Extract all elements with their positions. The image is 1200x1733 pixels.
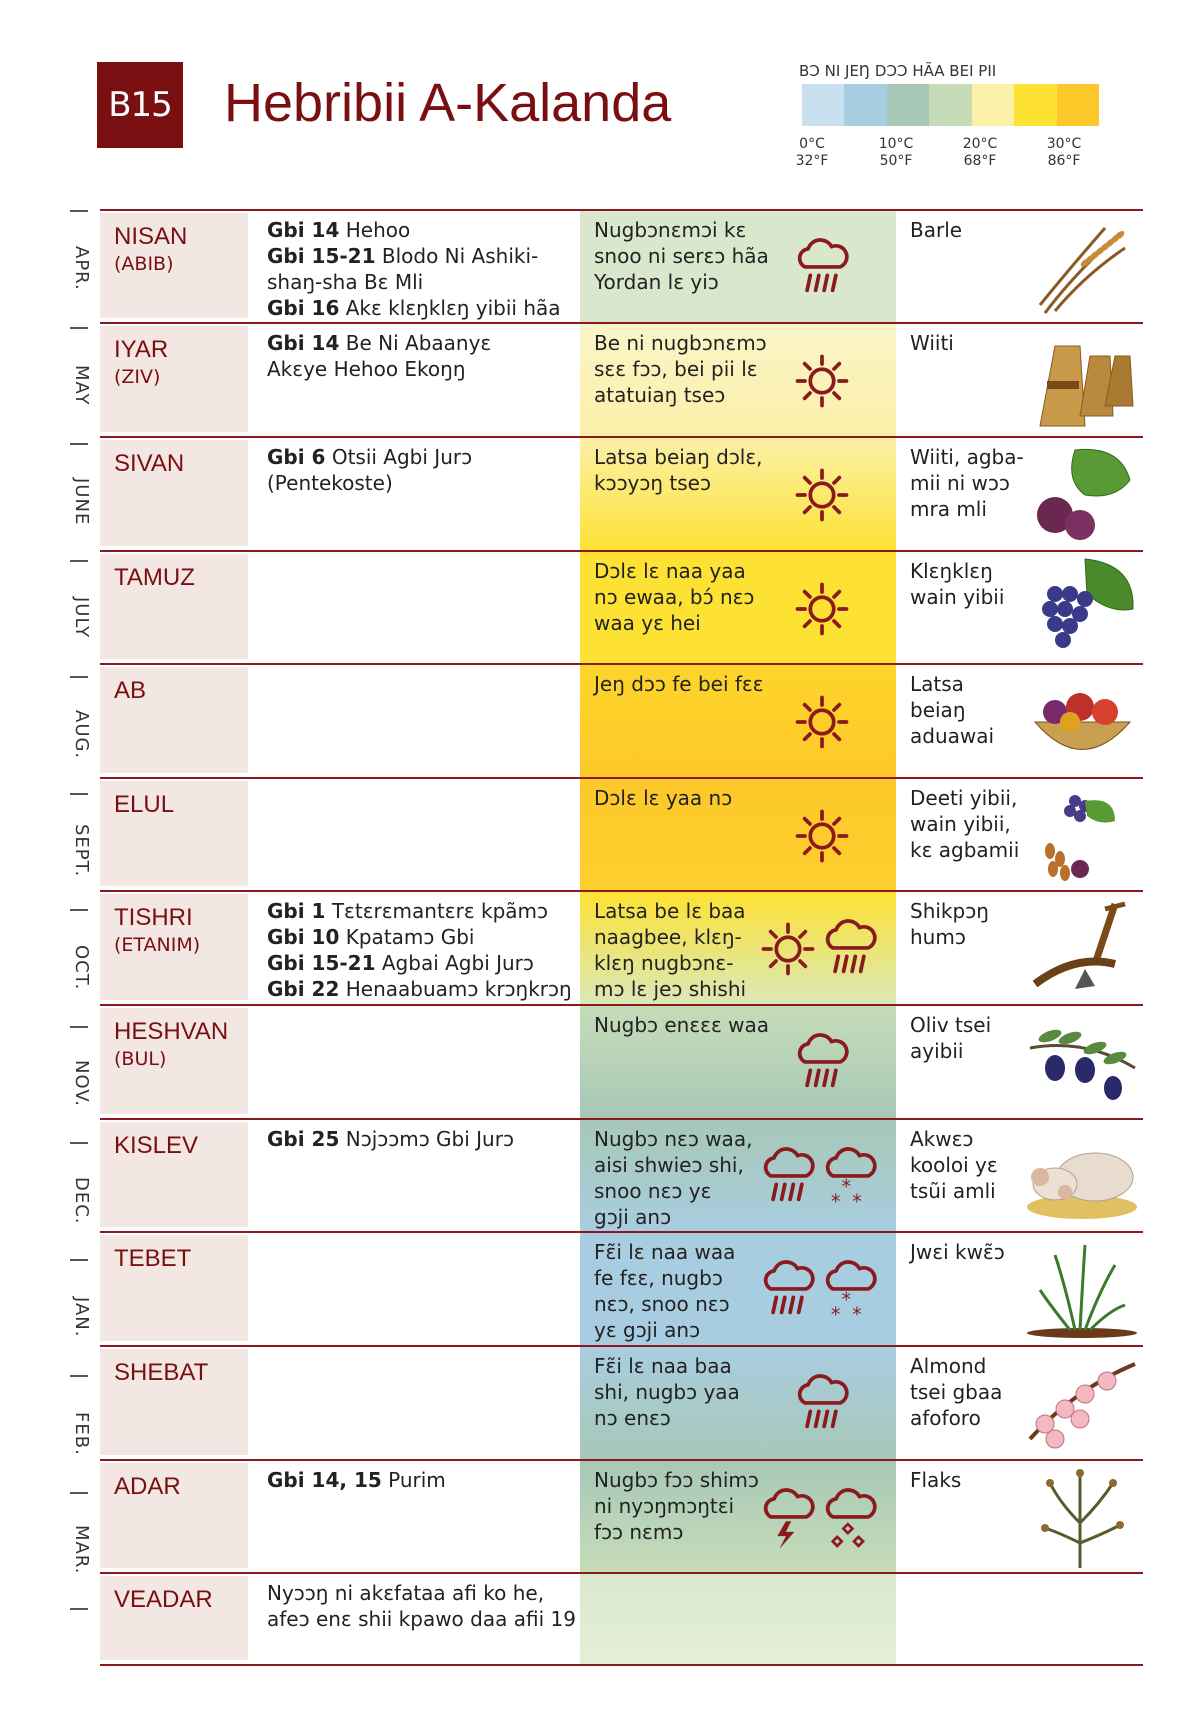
crop-line: ayibii [910, 1039, 964, 1063]
festival-name: Otsii Agbi Jurɔ [331, 445, 473, 469]
hebrew-month-alt-name: (ETANIM) [114, 934, 201, 956]
axis-separator [70, 443, 88, 445]
section-badge: B15 [97, 62, 183, 148]
weather-line: waa yɛ hei [594, 611, 701, 635]
festival-line [267, 976, 587, 1002]
crop-description [910, 330, 1030, 356]
svg-text:*: * [830, 1189, 841, 1210]
weather-line: atatuiaŋ tseɔ [594, 383, 726, 407]
axis-separator [70, 1608, 88, 1610]
wheat-sheaf-icon [1025, 326, 1140, 434]
rain-icon [820, 916, 880, 986]
axis-month-label: JULY [71, 597, 92, 639]
festival-list [267, 1126, 587, 1152]
weather-line: kɔɔyɔŋ tseɔ [594, 471, 711, 495]
flax-icon [1025, 1463, 1140, 1571]
grapes-icon [1025, 554, 1140, 662]
hebrew-month-alt-name: (BUL) [114, 1048, 167, 1070]
axis-month-label: NOV. [71, 1060, 92, 1108]
hebrew-month-name: NISAN [114, 223, 188, 250]
month-cell [100, 1122, 248, 1227]
weather-line: Dɔlɛ lɛ yaa nɔ [594, 786, 733, 810]
festival-day: Gbi 16 [267, 296, 340, 320]
weather-description [594, 785, 794, 811]
weather-line: Be ni nugbɔnɛmɔ [594, 331, 767, 355]
crop-line: Deeti yibii, [910, 786, 1018, 810]
weather-line: ni nyɔŋmɔŋtɛi [594, 1494, 735, 1518]
crop-line: mii ni wɔɔ [910, 471, 1010, 495]
svg-text:*: * [852, 1189, 862, 1210]
weather-description [594, 444, 794, 496]
crop-description [910, 898, 1030, 950]
temperature-legend-title: BƆ NI JEŊ DƆƆ HÃA BEI PII [799, 62, 997, 80]
crop-line: Shikpɔŋ [910, 899, 989, 923]
fig-icon [1025, 440, 1140, 548]
calendar-row [100, 1231, 1143, 1345]
weather-cell [580, 1006, 896, 1118]
legend-tick [782, 136, 842, 170]
weather-line: Dɔlɛ lɛ naa yaa [594, 559, 746, 583]
svg-text:*: * [841, 1174, 852, 1198]
calendar-row [100, 1572, 1143, 1664]
weather-description [594, 1353, 794, 1431]
weather-line: Fɛ̃i lɛ naa baa [594, 1354, 732, 1378]
crop-line: Latsa [910, 672, 964, 696]
month-cell [100, 326, 248, 432]
hebrew-month-name: TEBET [114, 1245, 192, 1272]
month-cell [100, 1349, 248, 1455]
sun-icon [792, 576, 852, 646]
month-cell [100, 440, 248, 546]
weather-line: Nugbɔ fɔɔ shimɔ [594, 1468, 759, 1492]
axis-month-label: MAR. [71, 1525, 92, 1575]
crop-line: Flaks [910, 1468, 962, 1492]
festival-day: Gbi 14 [267, 218, 340, 242]
festival-list [267, 1580, 587, 1632]
weather-cell [580, 552, 896, 663]
axis-separator [70, 327, 88, 329]
crop-line: tsũi amli [910, 1179, 996, 1203]
axis-month-label: MAY [71, 364, 92, 406]
festival-day: Gbi 22 [267, 977, 340, 1001]
weather-line: klɛŋ nugbɔnɛ- [594, 951, 734, 975]
axis-month-label: OCT. [71, 944, 92, 991]
weather-cell [580, 211, 896, 322]
weather-line: aisi shwieɔ shi, [594, 1153, 744, 1177]
crop-line: Akwɛɔ [910, 1127, 974, 1151]
crop-description [910, 558, 1030, 610]
legend-swatch [929, 84, 971, 126]
weather-line: nɛɔ, snoo nɛɔ [594, 1292, 730, 1316]
legend-tick [866, 136, 926, 170]
weather-line: yɛ gɔji anɔ [594, 1318, 701, 1342]
crop-line: mra mli [910, 497, 987, 521]
barley-icon [1025, 213, 1140, 321]
calendar-row [100, 890, 1143, 1004]
temperature-legend-bar [802, 84, 1099, 126]
legend-swatch [802, 84, 844, 126]
festival-list [267, 1467, 587, 1493]
weather-line: nɔ enɛɔ [594, 1406, 671, 1430]
festival-line [267, 243, 587, 269]
plow-icon [1025, 894, 1140, 1002]
snow-icon [820, 1257, 880, 1327]
festival-name: (Pentekoste) [267, 471, 393, 495]
rain-icon [792, 235, 852, 305]
crop-line: beiaŋ [910, 698, 966, 722]
weather-line: Jeŋ dɔɔ fe bei fɛɛ [594, 672, 764, 696]
crop-description [910, 1239, 1030, 1265]
month-cell [100, 1576, 248, 1660]
rain-icon [758, 1257, 818, 1327]
axis-separator [70, 210, 88, 212]
crop-line: Almond [910, 1354, 987, 1378]
festival-name: Agbai Agbi Jurɔ [381, 951, 534, 975]
festival-list [267, 444, 587, 496]
legend-tick-fahrenheit: 50°F [879, 153, 913, 169]
legend-tick-celsius: 0°C [799, 136, 825, 152]
festival-name: Blodo Ni Ashiki- [381, 244, 539, 268]
page-title: Hebribii A-Kalanda [224, 73, 672, 133]
sheep-icon [1025, 1122, 1140, 1230]
legend-tick [1034, 136, 1094, 170]
hail-icon [820, 1485, 880, 1555]
festival-line [267, 1606, 587, 1632]
weather-line: gɔji anɔ [594, 1205, 672, 1229]
weather-cell [580, 779, 896, 890]
festival-day: Gbi 10 [267, 925, 340, 949]
storm-icon [758, 1485, 818, 1555]
weather-cell [580, 1233, 896, 1345]
festival-list [267, 330, 587, 382]
crop-line: Jwɛi kwɛ̃ɔ [910, 1240, 1005, 1264]
festival-list [267, 898, 587, 1002]
hebrew-month-name: TISHRI [114, 904, 193, 931]
festival-name: shaŋ-sha Bɛ Mli [267, 270, 424, 294]
sun-icon [792, 803, 852, 873]
hebrew-month-name: AB [114, 677, 147, 704]
festival-day: Gbi 14, 15 [267, 1468, 382, 1492]
olive-icon [1025, 1008, 1140, 1116]
hebrew-month-name: ADAR [114, 1473, 181, 1500]
month-cell [100, 1008, 248, 1114]
weather-line: Nugbɔnɛmɔi kɛ [594, 218, 747, 242]
legend-swatch [972, 84, 1014, 126]
crop-line: wain yibii [910, 585, 1005, 609]
axis-month-label: APR. [71, 246, 92, 291]
rain-icon [792, 1030, 852, 1100]
crop-description [910, 785, 1030, 863]
crop-line: Klɛŋklɛŋ [910, 559, 993, 583]
gregorian-month-axis [62, 210, 96, 1665]
festival-line [267, 295, 587, 321]
crop-description [910, 1126, 1030, 1204]
axis-separator [70, 1259, 88, 1261]
sun-icon [792, 689, 852, 759]
table-bottom-rule [100, 1664, 1143, 1666]
sun-icon [792, 348, 852, 418]
crop-line: kɛ agbamii [910, 838, 1020, 862]
svg-text:*: * [830, 1302, 841, 1323]
weather-line: snoo nɛɔ yɛ [594, 1179, 712, 1203]
hebrew-month-name: SHEBAT [114, 1359, 209, 1386]
festival-day: Gbi 1 [267, 899, 326, 923]
crop-line: Wiiti [910, 331, 954, 355]
crop-description [910, 444, 1030, 522]
festival-line [267, 217, 587, 243]
weather-line: naagbee, klɛŋ- [594, 925, 742, 949]
festival-day: Gbi 6 [267, 445, 326, 469]
weather-line: nɔ ewaa, bɔ́ nɛɔ [594, 585, 755, 609]
month-cell [100, 1235, 248, 1341]
calendar-row [100, 663, 1143, 777]
hebrew-month-name: ELUL [114, 791, 175, 818]
axis-separator [70, 560, 88, 562]
festival-line [267, 356, 587, 382]
calendar-row [100, 1004, 1143, 1118]
legend-tick-fahrenheit: 32°F [795, 153, 829, 169]
snow-icon [820, 1144, 880, 1214]
calendar-row [100, 1459, 1143, 1572]
festival-name: Kpatamɔ Gbi [345, 925, 475, 949]
calendar-row [100, 322, 1143, 436]
legend-tick-fahrenheit: 68°F [963, 153, 997, 169]
legend-swatch [887, 84, 929, 126]
legend-tick [950, 136, 1010, 170]
hebrew-month-name: HESHVAN [114, 1018, 229, 1045]
weather-line: sɛɛ fɔɔ, bei pii lɛ [594, 357, 758, 381]
crop-line: Oliv tsei [910, 1013, 992, 1037]
legend-swatch [1014, 84, 1056, 126]
weather-cell [580, 665, 896, 777]
festival-name: Nyɔɔŋ ni akɛfataa afi ko he, [267, 1581, 545, 1605]
weather-cell [580, 1347, 896, 1459]
weather-line: Fɛ̃i lɛ naa waa [594, 1240, 736, 1264]
crop-line: afoforo [910, 1406, 981, 1430]
festival-day: Gbi 14 [267, 331, 340, 355]
crop-line: Wiiti, agba- [910, 445, 1024, 469]
weather-line: Yordan lɛ yiɔ [594, 270, 719, 294]
weather-line: fe fɛɛ, nugbɔ [594, 1266, 723, 1290]
weather-description [594, 1012, 794, 1038]
grass-icon [1025, 1235, 1140, 1343]
weather-cell [580, 438, 896, 550]
weather-cell [580, 892, 896, 1004]
dates-figs-icon [1025, 781, 1140, 889]
month-cell [100, 667, 248, 773]
axis-separator [70, 1142, 88, 1144]
legend-swatch [1057, 84, 1099, 126]
festival-line [267, 898, 587, 924]
festival-day: Gbi 15-21 [267, 244, 376, 268]
festival-name: Akɛye Hehoo Ekoŋŋ [267, 357, 466, 381]
weather-line: snoo ni serɛɔ hãa [594, 244, 769, 268]
festival-name: Henaabuamɔ krɔŋkrɔŋ [345, 977, 572, 1001]
weather-cell [580, 1120, 896, 1231]
festival-list [267, 217, 587, 321]
crop-line: humɔ [910, 925, 966, 949]
calendar-row [100, 209, 1143, 322]
festival-line [267, 330, 587, 356]
hebrew-month-alt-name: (ZIV) [114, 366, 161, 388]
crop-line: kooloi yɛ [910, 1153, 998, 1177]
axis-month-label: JUNE [71, 477, 92, 526]
festival-name: afeɔ enɛ shii kpawo daa afii 19 [267, 1607, 576, 1631]
festival-name: Akɛ klɛŋklɛŋ yibii hãa [345, 296, 561, 320]
festival-line [267, 470, 587, 496]
weather-description [594, 558, 794, 636]
festival-name: Be Ni Abaanyɛ [345, 331, 492, 355]
month-cell [100, 213, 248, 318]
calendar-row [100, 1118, 1143, 1231]
weather-description [594, 671, 794, 697]
legend-tick-celsius: 10°C [878, 136, 914, 152]
festival-line [267, 924, 587, 950]
crop-line: Barle [910, 218, 963, 242]
calendar-row [100, 550, 1143, 663]
festival-day: Gbi 15-21 [267, 951, 376, 975]
axis-month-label: FEB. [71, 1411, 92, 1456]
hebrew-month-name: TAMUZ [114, 564, 195, 591]
crop-description [910, 1012, 1030, 1064]
sun-icon [758, 916, 818, 986]
axis-month-label: JAN. [71, 1296, 92, 1338]
crop-description [910, 1467, 1030, 1493]
calendar-row [100, 436, 1143, 550]
svg-text:*: * [852, 1302, 862, 1323]
weather-line: Latsa beiaŋ dɔlɛ, [594, 445, 763, 469]
legend-swatch [844, 84, 886, 126]
hebrew-month-name: IYAR [114, 336, 169, 363]
weather-description [594, 330, 794, 408]
festival-line [267, 1126, 587, 1152]
month-cell [100, 1463, 248, 1568]
axis-separator [70, 909, 88, 911]
festival-line [267, 1467, 587, 1493]
sun-icon [792, 462, 852, 532]
axis-separator [70, 1492, 88, 1494]
weather-line: Latsa be lɛ baa [594, 899, 746, 923]
rain-icon [792, 1371, 852, 1441]
almond-blossom-icon [1025, 1349, 1140, 1457]
legend-tick-celsius: 20°C [962, 136, 998, 152]
weather-cell [580, 1574, 896, 1664]
festival-line [267, 269, 587, 295]
weather-cell [580, 324, 896, 436]
hebrew-month-name: KISLEV [114, 1132, 199, 1159]
festival-name: Tɛtɛrɛmantɛrɛ kpãmɔ [331, 899, 548, 923]
axis-separator [70, 676, 88, 678]
festival-name: Nɔjɔɔmɔ Gbi Jurɔ [345, 1127, 514, 1151]
weather-line: shi, nugbɔ yaa [594, 1380, 740, 1404]
festival-line [267, 950, 587, 976]
weather-description [594, 217, 794, 295]
axis-separator [70, 1026, 88, 1028]
axis-separator [70, 1375, 88, 1377]
weather-cell [580, 1461, 896, 1572]
crop-line: tsei gbaa [910, 1380, 1003, 1404]
month-cell [100, 894, 248, 1000]
fruit-basket-icon [1025, 667, 1140, 775]
axis-separator [70, 793, 88, 795]
weather-line: Nugbɔ nɛɔ waa, [594, 1127, 753, 1151]
festival-name: Hehoo [345, 218, 411, 242]
weather-line: mɔ lɛ jeɔ shishi [594, 977, 747, 1001]
weather-line: Nugbɔ enɛɛɛ waa [594, 1013, 770, 1037]
hebrew-month-alt-name: (ABIB) [114, 253, 174, 275]
crop-description [910, 217, 1030, 243]
festival-line [267, 1580, 587, 1606]
axis-month-label: SEPT. [71, 824, 92, 878]
hebrew-month-name: VEADAR [114, 1586, 213, 1613]
rain-icon [758, 1144, 818, 1214]
axis-month-label: AUG. [71, 709, 92, 760]
crop-line: wain yibii, [910, 812, 1011, 836]
festival-line [267, 444, 587, 470]
axis-month-label: DEC. [71, 1176, 92, 1225]
svg-text:*: * [841, 1287, 852, 1311]
festival-day: Gbi 25 [267, 1127, 340, 1151]
legend-tick-fahrenheit: 86°F [1047, 153, 1081, 169]
festival-name: Purim [388, 1468, 446, 1492]
hebrew-month-name: SIVAN [114, 450, 185, 477]
month-cell [100, 554, 248, 659]
crop-description [910, 671, 1030, 749]
calendar-row [100, 1345, 1143, 1459]
month-cell [100, 781, 248, 886]
legend-tick-celsius: 30°C [1046, 136, 1082, 152]
calendar-row [100, 777, 1143, 890]
crop-line: aduawai [910, 724, 995, 748]
weather-line: fɔɔ nɛmɔ [594, 1520, 684, 1544]
crop-description [910, 1353, 1030, 1431]
